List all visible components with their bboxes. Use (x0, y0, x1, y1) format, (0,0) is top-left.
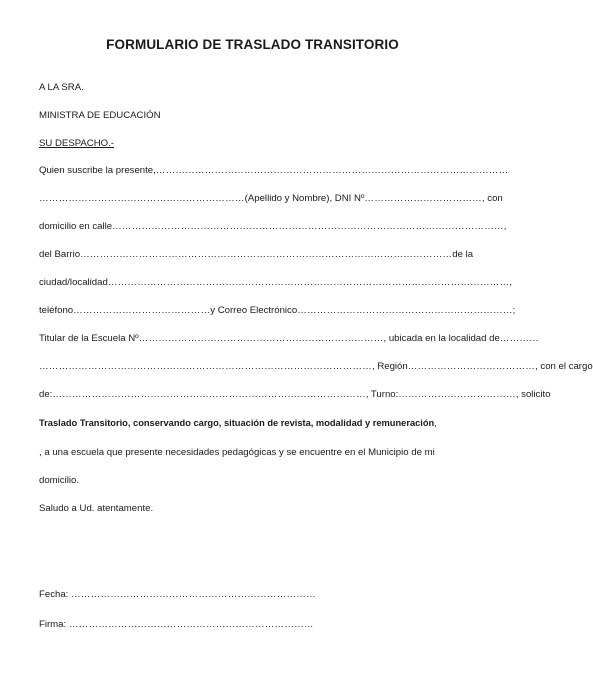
ministry-line: MINISTRA DE EDUCACIÓN (39, 110, 161, 121)
date-line (39, 589, 316, 601)
greeting-line: Saludo a Ud. atentamente. (39, 503, 154, 514)
street-label: domicilio en calle (39, 221, 113, 232)
city-blank[interactable]: ……………………………………………………………………………………………………………, (107, 277, 513, 288)
domicilio-line: domicilio. (39, 475, 79, 486)
name-blank[interactable]: ……………………………………………………… (39, 193, 245, 204)
school-label: Titular de la Escuela Nº (39, 333, 139, 344)
de-la-label: de la (452, 249, 474, 260)
barrio-line (39, 249, 474, 261)
location-label: , ubicada en la localidad de (383, 333, 500, 344)
street-blank[interactable]: …………………………………………………………………………………………………………, (112, 221, 507, 232)
cargo-blank[interactable]: …………………………………………………………………………………… (52, 389, 366, 400)
de-label: de: (39, 389, 53, 400)
school-line (39, 333, 539, 345)
region-blank[interactable]: ………………………………… (407, 361, 536, 372)
region-label: , Región (372, 361, 408, 372)
date-blank[interactable]: ………………………………………………………………… (71, 589, 316, 600)
request-bold-text: Traslado Transitorio, conservando cargo, situación de revista, modalidad y remuneración (39, 418, 435, 428)
barrio-label: del Barrio (39, 249, 81, 260)
office-line: SU DESPACHO.- (39, 138, 114, 149)
form-title: FORMULARIO DE TRASLADO TRANSITORIO (106, 37, 399, 52)
barrio-blank[interactable]: …………………………………………………………………………………………………… (80, 249, 453, 260)
school-blank[interactable]: ………………………………………………………………… (138, 333, 384, 344)
name-dni-label: (Apellido y Nombre), DNI Nº (244, 193, 365, 204)
request-comma: , (434, 418, 437, 428)
turno-label: , Turno: (365, 389, 399, 400)
city-line (39, 277, 513, 289)
request-line (39, 417, 467, 429)
solicito-label: , solicito (515, 389, 551, 400)
subscriber-blank[interactable]: ……………………………………………………………………………………………… (155, 165, 509, 176)
phone-label: teléfono (39, 305, 74, 316)
turno-blank[interactable]: ……………………………… (398, 389, 516, 400)
email-label: y Correo Electrónico (210, 305, 298, 316)
subscriber-line (39, 165, 509, 177)
phone-email-line (39, 305, 516, 317)
signature-blank[interactable]: ………………………………………………………………… (68, 619, 314, 630)
subscriber-label: Quien suscribe la presente, (39, 165, 156, 176)
region-line (39, 361, 593, 373)
city-label: ciudad/localidad (39, 277, 108, 288)
location-blank[interactable]: ………… (499, 333, 539, 344)
recipient-line: A LA SRA. (39, 82, 84, 93)
cargo-label: , con el cargo (535, 361, 593, 372)
street-line (39, 221, 507, 233)
signature-label: Firma: (39, 619, 67, 630)
name-dni-line (39, 193, 503, 205)
con-label: , con (481, 193, 503, 204)
location-blank-cont[interactable]: ………………………………………………………………………………………… (39, 361, 372, 372)
school-need-line: , a una escuela que presente necesidades pedagógicas y se encuentre en el Municipio de mi (39, 447, 435, 458)
email-blank[interactable]: …………………………………………………………; (297, 305, 516, 316)
phone-blank[interactable]: …………………………………… (73, 305, 211, 316)
dni-blank[interactable]: ……………………………… (364, 193, 482, 204)
cargo-turno-line (39, 389, 551, 401)
signature-line (39, 619, 314, 631)
date-label: Fecha: (39, 589, 69, 600)
